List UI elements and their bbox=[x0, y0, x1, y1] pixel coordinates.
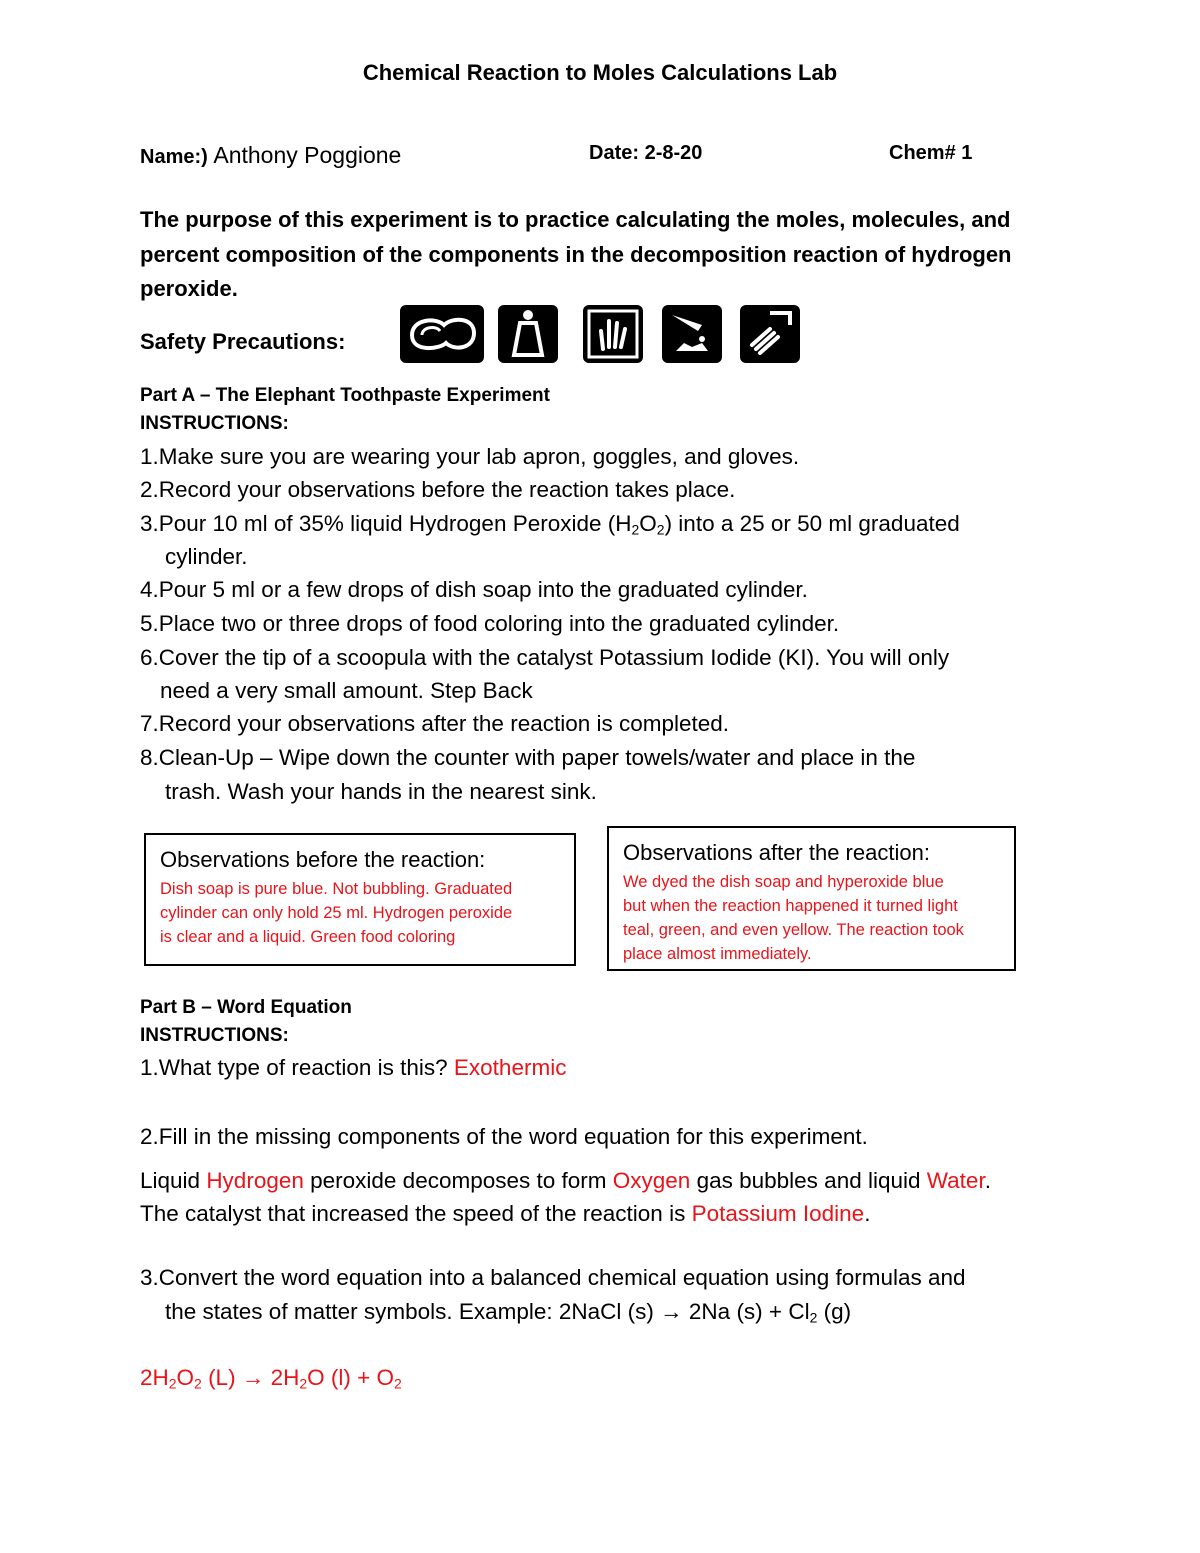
observations-after-text: We dyed the dish soap and hyperoxide blue but when the reaction happened it turned light teal, green, and even yellow. The reaction took place almost immediately. bbox=[623, 873, 964, 963]
observations-after-title: Observations after the reaction: bbox=[623, 840, 930, 865]
answer-water: Water bbox=[926, 1168, 985, 1193]
step-3-cont: cylinder. bbox=[165, 544, 248, 569]
question-1: 1.What type of reaction is this? Exothermic bbox=[140, 1055, 567, 1080]
part-a-title: Part A – The Elephant Toothpaste Experiment bbox=[140, 385, 550, 406]
corrosive-icon bbox=[662, 305, 722, 363]
apron-icon bbox=[498, 305, 558, 363]
observations-before-box bbox=[144, 833, 576, 966]
chem-label: Chem# 1 bbox=[889, 142, 973, 164]
step-5: 5.Place two or three drops of food coloring into the graduated cylinder. bbox=[140, 611, 840, 636]
gloves-icon bbox=[583, 305, 643, 363]
part-b-instructions-label: INSTRUCTIONS: bbox=[140, 1025, 289, 1046]
step-3: 3.Pour 10 ml of 35% liquid Hydrogen Peroxide $(H_2O_2)$ into a 25 or 50 ml graduated bbox=[140, 511, 960, 538]
question-2: 2.Fill in the missing components of the word equation for this experiment. bbox=[140, 1124, 868, 1149]
step-7: 7.Record your observations after the reaction is completed. bbox=[140, 711, 730, 736]
step-2: 2.Record your observations before the reaction takes place. bbox=[140, 477, 736, 502]
page-title: Chemical Reaction to Moles Calculations Lab bbox=[362, 60, 838, 85]
name-field bbox=[140, 142, 401, 169]
answer-catalyst: Potassium Iodine bbox=[691, 1201, 865, 1226]
observations-after-box bbox=[607, 826, 1016, 971]
word-equation-line-1: Liquid Hydrogen peroxide decomposes to form Oxygen gas bubbles and liquid Water. bbox=[140, 1168, 991, 1193]
observations-before-title: Observations before the reaction: bbox=[160, 847, 486, 872]
answer-hydrogen: Hydrogen bbox=[206, 1168, 304, 1193]
part-a-instructions-label: INSTRUCTIONS: bbox=[140, 413, 289, 434]
student-name: Anthony Poggione bbox=[213, 142, 402, 168]
step-1: 1.Make sure you are wearing your lab apron, goggles, and gloves. bbox=[140, 444, 800, 469]
answer-oxygen: Oxygen bbox=[612, 1168, 691, 1193]
goggles-icon bbox=[400, 305, 484, 363]
balanced-equation-answer: $2H_2O_2$ $(L) \to 2H_2O$ $(l) + O_2$ bbox=[140, 1365, 402, 1392]
question-3: 3.Convert the word equation into a balanced chemical equation using formulas and bbox=[140, 1265, 966, 1290]
date-label: Date: 2-8-20 bbox=[589, 142, 703, 164]
question-3-cont: the states of matter symbols. Example: 2NaCl (s) → 2Na $(s) + Cl_2$ (g) bbox=[165, 1299, 852, 1326]
purpose-text: The purpose of this experiment is to practice calculating the moles, molecules, and percent composition of the components in the decomposition reaction of hydrogen peroxide. bbox=[140, 207, 1012, 301]
safety-label: Safety Precautions: bbox=[140, 329, 346, 354]
part-b-title: Part B – Word Equation bbox=[140, 997, 352, 1018]
step-4: 4.Pour 5 ml or a few drops of dish soap into the graduated cylinder. bbox=[140, 577, 808, 602]
observations-before-text: Dish soap is pure blue. Not bubbling. Graduated cylinder can only hold 25 ml. Hydrogen peroxide is clear and a liquid. Green food coloring bbox=[160, 880, 513, 946]
step-8-cont: trash. Wash your hands in the nearest sink. bbox=[165, 779, 597, 804]
word-equation-line-2: The catalyst that increased the speed of the reaction is Potassium Iodine. bbox=[140, 1201, 871, 1226]
name-label: Name:) bbox=[140, 146, 208, 168]
step-8: 8.Clean-Up – Wipe down the counter with paper towels/water and place in the bbox=[140, 745, 916, 770]
hand-washing-icon bbox=[740, 305, 800, 363]
step-6-cont: need a very small amount. Step Back bbox=[160, 678, 533, 703]
reaction-type-answer: Exothermic bbox=[453, 1055, 567, 1080]
step-6: 6.Cover the tip of a scoopula with the catalyst Potassium Iodide (KI). You will only bbox=[140, 645, 950, 670]
